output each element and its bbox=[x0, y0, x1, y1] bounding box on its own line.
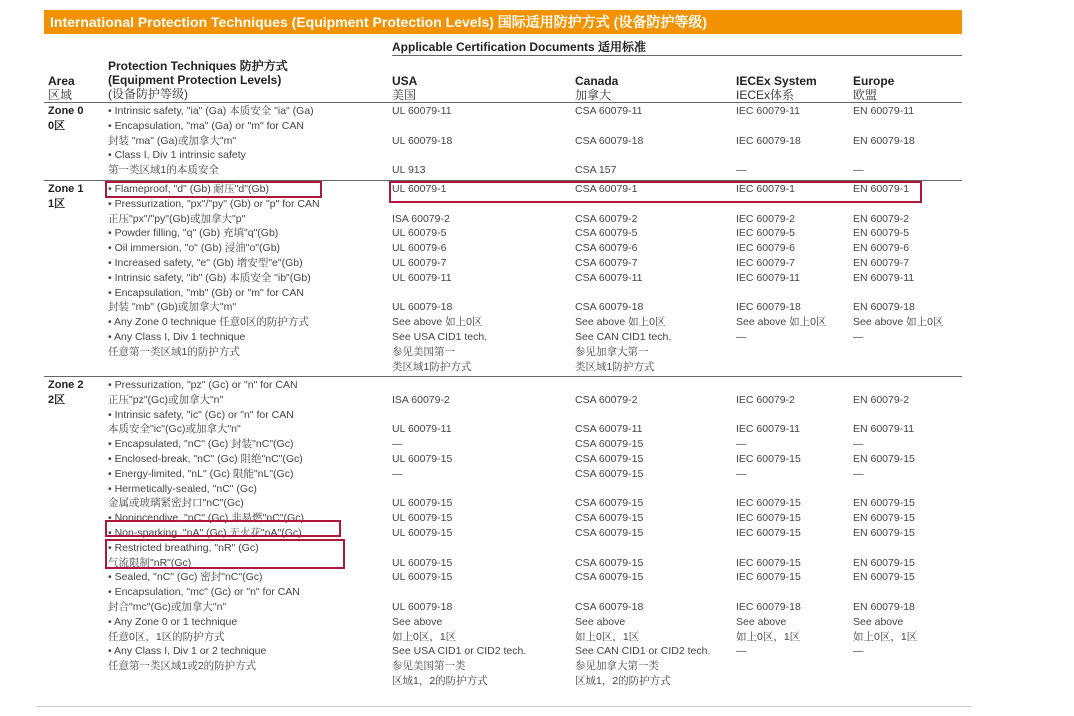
table-title-banner: International Protection Techniques (Equipment Protection Levels) 国际适用防护方式 (设备防护等级) bbox=[44, 10, 962, 34]
iecex-cell: IEC 60079-15 bbox=[736, 453, 801, 465]
canada-cell: CSA 60079-18 bbox=[575, 601, 644, 613]
usa-cell: UL 60079-18 bbox=[392, 134, 453, 147]
europe-cell: EN 60079-15 bbox=[853, 527, 915, 539]
usa-header: USA 美国 bbox=[392, 74, 418, 102]
usa-cell: UL 60079-7 bbox=[392, 257, 447, 269]
zone-divider bbox=[44, 102, 962, 103]
technique-cell: 封装 "mb" (Gb)或加拿大"m" bbox=[108, 301, 237, 314]
usa-cell: See USA CID1 tech. bbox=[392, 331, 488, 343]
iecex-cell: IEC 60079-18 bbox=[736, 134, 801, 147]
europe-cell: EN 60079-2 bbox=[853, 212, 910, 225]
canada-cell: CSA 60079-18 bbox=[575, 134, 644, 147]
canada-cell: See CAN CID1 or CID2 tech. bbox=[575, 645, 711, 658]
technique-cell: • Pressurization, "px"/"py" (Gb) or "p" for CAN bbox=[108, 197, 320, 210]
canada-cell: CSA 60079-15 bbox=[575, 453, 644, 465]
zone-divider bbox=[44, 376, 962, 377]
canada-cell: CSA 60079-11 bbox=[575, 105, 643, 117]
technique-cell: • Any Zone 0 technique 任意0区的防护方式 bbox=[108, 316, 309, 329]
iecex-header: IECEx System IECEx体系 bbox=[736, 74, 817, 102]
technique-cell: • Increased safety, "e" (Gb) 增安型"e"(Gb) bbox=[108, 257, 303, 269]
iecex-cell: IEC 60079-15 bbox=[736, 512, 801, 525]
applicable-docs-header: Applicable Certification Documents 适用标准 bbox=[392, 40, 647, 54]
usa-cell: 参见美国第一类 bbox=[392, 660, 466, 673]
europe-cell: EN 60079-1 bbox=[853, 183, 910, 195]
canada-cell: See above bbox=[575, 615, 626, 628]
europe-cell: — bbox=[853, 645, 864, 658]
technique-cell: • Intrinsic safety, "ic" (Gc) or "n" for CAN bbox=[108, 408, 294, 421]
iecex-cell: See above 如上0区 bbox=[736, 316, 827, 329]
europe-cell: See above 如上0区 bbox=[853, 316, 944, 329]
europe-cell: EN 60079-15 bbox=[853, 512, 915, 525]
iecex-cell: IEC 60079-15 bbox=[736, 527, 801, 539]
europe-cell: EN 60079-7 bbox=[853, 257, 910, 269]
usa-cell: UL 60079-1 bbox=[392, 183, 447, 195]
technique-cell: • Encapsulation, "mb" (Gb) or "m" for CAN bbox=[108, 286, 304, 299]
iecex-cell: 如上0区，1区 bbox=[736, 630, 801, 643]
europe-cell: EN 60079-11 bbox=[853, 271, 915, 284]
header-divider bbox=[392, 55, 962, 56]
technique-cell: • Any Zone 0 or 1 technique bbox=[108, 615, 238, 628]
iecex-cell: IEC 60079-7 bbox=[736, 257, 795, 269]
technique-cell: 本质安全"ic"(Gc)或加拿大"n" bbox=[108, 423, 241, 436]
zone-label: Zone 2 bbox=[48, 379, 84, 391]
canada-cell: CSA 60079-5 bbox=[575, 227, 638, 240]
canada-cell: CSA 157 bbox=[575, 164, 617, 177]
zone-label: Zone 0 bbox=[48, 105, 84, 117]
canada-cell: 参见加拿大第一 bbox=[575, 345, 649, 358]
canada-cell: CSA 60079-15 bbox=[575, 512, 644, 525]
usa-cell: UL 60079-11 bbox=[392, 105, 452, 117]
technique-cell: • Encapsulated, "nC" (Gc) 封装"nC"(Gc) bbox=[108, 438, 294, 451]
usa-cell: — bbox=[392, 438, 403, 451]
technique-cell: 封装 "ma" (Ga)或加拿大"m" bbox=[108, 134, 237, 147]
usa-cell: UL 60079-15 bbox=[392, 556, 453, 569]
iecex-cell: IEC 60079-1 bbox=[736, 183, 795, 195]
zone-label: 0区 bbox=[48, 119, 66, 132]
technique-cell: • Energy-limited, "nL" (Gc) 限能"nL"(Gc) bbox=[108, 467, 294, 480]
canada-cell: 参见加拿大第一类 bbox=[575, 660, 659, 673]
usa-cell: UL 60079-15 bbox=[392, 453, 453, 465]
usa-cell: UL 60079-11 bbox=[392, 271, 452, 284]
canada-cell: CSA 60079-2 bbox=[575, 212, 638, 225]
usa-cell: UL 60079-18 bbox=[392, 301, 453, 314]
canada-cell: CSA 60079-6 bbox=[575, 242, 638, 255]
usa-cell: UL 60079-15 bbox=[392, 512, 453, 525]
usa-cell: UL 60079-18 bbox=[392, 601, 453, 613]
europe-cell: — bbox=[853, 164, 864, 177]
technique-cell: 任意第一类区域1的防护方式 bbox=[108, 345, 240, 358]
usa-cell: 类区域1防护方式 bbox=[392, 360, 472, 373]
iecex-cell: IEC 60079-15 bbox=[736, 497, 801, 510]
zone-label: Zone 1 bbox=[48, 183, 84, 195]
canada-cell: CSA 60079-15 bbox=[575, 527, 644, 539]
europe-cell: EN 60079-11 bbox=[853, 105, 915, 117]
canada-cell: CSA 60079-15 bbox=[575, 438, 644, 451]
canada-cell: CSA 60079-15 bbox=[575, 467, 644, 480]
canada-cell: CSA 60079-15 bbox=[575, 497, 644, 510]
iecex-cell: — bbox=[736, 467, 747, 480]
usa-cell: ISA 60079-2 bbox=[392, 393, 450, 406]
technique-cell: • Encapsulation, "ma" (Ga) or "m" for CAN bbox=[108, 119, 304, 132]
iecex-cell: IEC 60079-11 bbox=[736, 105, 801, 117]
europe-cell: EN 60079-18 bbox=[853, 601, 915, 613]
canada-cell: CSA 60079-11 bbox=[575, 271, 643, 284]
canada-cell: CSA 60079-11 bbox=[575, 423, 643, 436]
usa-cell: See above bbox=[392, 615, 443, 628]
technique-cell: 正压"pz"(Gc)或加拿大"n" bbox=[108, 393, 224, 406]
bottom-rule bbox=[36, 706, 972, 707]
iecex-cell: See above bbox=[736, 615, 787, 628]
technique-header: Protection Techniques 防护方式 (Equipment Protection Levels) (设备防护等级) bbox=[108, 59, 288, 101]
europe-cell: EN 60079-15 bbox=[853, 497, 915, 510]
highlight-non-sparking bbox=[105, 520, 341, 537]
technique-cell: 任意第一类区域1或2的防护方式 bbox=[108, 660, 257, 673]
highlight-flameproof-standards bbox=[389, 181, 922, 203]
iecex-cell: IEC 60079-18 bbox=[736, 601, 801, 613]
technique-cell: • Oil immersion, "o" (Gb) 浸油"o"(Gb) bbox=[108, 242, 281, 255]
usa-cell: UL 60079-15 bbox=[392, 527, 453, 539]
technique-cell: • Powder filling, "q" (Gb) 充填"q"(Gb) bbox=[108, 227, 279, 240]
iecex-cell: IEC 60079-11 bbox=[736, 423, 801, 436]
iecex-cell: — bbox=[736, 438, 747, 451]
technique-cell: • Any Class I, Div 1 or 2 technique bbox=[108, 645, 267, 658]
technique-cell: • Pressurization, "pz" (Gc) or "n" for CAN bbox=[108, 379, 298, 391]
canada-cell: CSA 60079-1 bbox=[575, 183, 638, 195]
europe-cell: EN 60079-15 bbox=[853, 571, 915, 584]
canada-cell: 如上0区，1区 bbox=[575, 630, 640, 643]
canada-cell: CSA 60079-7 bbox=[575, 257, 638, 269]
europe-cell: — bbox=[853, 438, 864, 451]
europe-cell: EN 60079-6 bbox=[853, 242, 910, 255]
iecex-cell: IEC 60079-5 bbox=[736, 227, 795, 240]
canada-cell: CSA 60079-2 bbox=[575, 393, 638, 406]
highlight-restricted-breathing bbox=[105, 539, 345, 569]
technique-cell: 任意0区，1区的防护方式 bbox=[108, 630, 225, 643]
area-header: Area 区域 bbox=[48, 74, 75, 102]
canada-cell: CSA 60079-15 bbox=[575, 556, 644, 569]
technique-cell: 封合"mc"(Gc)或加拿大"n" bbox=[108, 601, 227, 613]
technique-cell: 第一类区域1的本质安全 bbox=[108, 164, 219, 177]
europe-cell: EN 60079-18 bbox=[853, 301, 915, 314]
usa-cell: UL 60079-15 bbox=[392, 571, 453, 584]
usa-cell: 参见美国第一 bbox=[392, 345, 455, 358]
technique-cell: • Intrinsic safety, "ib" (Gb) 本质安全 "ib"(Gb) bbox=[108, 271, 311, 284]
canada-cell: 区域1，2的防护方式 bbox=[575, 675, 671, 687]
zone-label: 2区 bbox=[48, 393, 66, 406]
iecex-cell: IEC 60079-15 bbox=[736, 571, 801, 584]
technique-cell: • Nonincendive, "nC" (Gc) 非易燃"nC"(Gc) bbox=[108, 512, 304, 525]
europe-cell: — bbox=[853, 467, 864, 480]
iecex-cell: IEC 60079-2 bbox=[736, 393, 795, 406]
europe-cell: EN 60079-2 bbox=[853, 393, 910, 406]
technique-cell: • Flameproof, "d" (Gb) 耐压"d"(Gb) bbox=[108, 183, 269, 195]
technique-cell: • Class I, Div 1 intrinsic safety bbox=[108, 149, 246, 162]
iecex-cell: IEC 60079-11 bbox=[736, 271, 801, 284]
technique-cell: • Enclosed-break, "nC" (Gc) 阻绝"nC"(Gc) bbox=[108, 453, 303, 465]
iecex-cell: IEC 60079-18 bbox=[736, 301, 801, 314]
technique-cell: • Restricted breathing, "nR" (Gc) bbox=[108, 541, 259, 554]
canada-cell: See CAN CID1 tech. bbox=[575, 331, 672, 343]
zone-label: 1区 bbox=[48, 197, 66, 210]
europe-cell: EN 60079-15 bbox=[853, 453, 915, 465]
usa-cell: UL 60079-5 bbox=[392, 227, 447, 240]
iecex-cell: IEC 60079-2 bbox=[736, 212, 795, 225]
canada-cell: See above 如上0区 bbox=[575, 316, 666, 329]
iecex-cell: — bbox=[736, 164, 747, 177]
technique-cell: 正压"px"/"py"(Gb)或加拿大"p" bbox=[108, 212, 246, 225]
iecex-cell: IEC 60079-6 bbox=[736, 242, 795, 255]
technique-cell: 金属或玻璃紧密封口"nC"(Gc) bbox=[108, 497, 244, 510]
europe-cell: EN 60079-15 bbox=[853, 556, 915, 569]
technique-cell: • Encapsulation, "mc" (Gc) or "n" for CAN bbox=[108, 586, 300, 599]
technique-cell: • Intrinsic safety, "ia" (Ga) 本质安全 "ia" (Ga) bbox=[108, 105, 314, 117]
iecex-cell: — bbox=[736, 645, 747, 658]
iecex-cell: IEC 60079-15 bbox=[736, 556, 801, 569]
europe-header: Europe 欧盟 bbox=[853, 74, 895, 102]
europe-cell: EN 60079-18 bbox=[853, 134, 915, 147]
usa-cell: UL 60079-11 bbox=[392, 423, 452, 436]
europe-cell: See above bbox=[853, 615, 904, 628]
canada-cell: CSA 60079-15 bbox=[575, 571, 644, 584]
iecex-cell: — bbox=[736, 331, 747, 343]
usa-cell: See USA CID1 or CID2 tech. bbox=[392, 645, 527, 658]
usa-cell: ISA 60079-2 bbox=[392, 212, 450, 225]
highlight-flameproof bbox=[105, 181, 322, 198]
usa-cell: — bbox=[392, 467, 403, 480]
europe-cell: EN 60079-5 bbox=[853, 227, 910, 240]
usa-cell: 如上0区，1区 bbox=[392, 630, 457, 643]
technique-cell: • Sealed, "nC" (Gc) 密封"nC"(Gc) bbox=[108, 571, 263, 584]
technique-cell: • Non-sparking, "nA" (Gc) 无火花"nA"(Gc) bbox=[108, 527, 302, 539]
technique-cell: • Any Class I, Div 1 technique bbox=[108, 331, 246, 343]
europe-cell: EN 60079-11 bbox=[853, 423, 915, 436]
europe-cell: — bbox=[853, 331, 864, 343]
canada-header: Canada 加拿大 bbox=[575, 74, 619, 102]
usa-cell: UL 60079-6 bbox=[392, 242, 447, 255]
canada-cell: CSA 60079-18 bbox=[575, 301, 644, 314]
usa-cell: 区域1，2的防护方式 bbox=[392, 675, 488, 687]
usa-cell: UL 913 bbox=[392, 164, 426, 177]
usa-cell: UL 60079-15 bbox=[392, 497, 453, 510]
canada-cell: 类区域1防护方式 bbox=[575, 360, 655, 373]
technique-cell: • Hermetically-sealed, "nC" (Gc) bbox=[108, 482, 257, 495]
technique-cell: 气流限制"nR"(Gc) bbox=[108, 556, 192, 569]
usa-cell: See above 如上0区 bbox=[392, 316, 483, 329]
europe-cell: 如上0区，1区 bbox=[853, 630, 918, 643]
